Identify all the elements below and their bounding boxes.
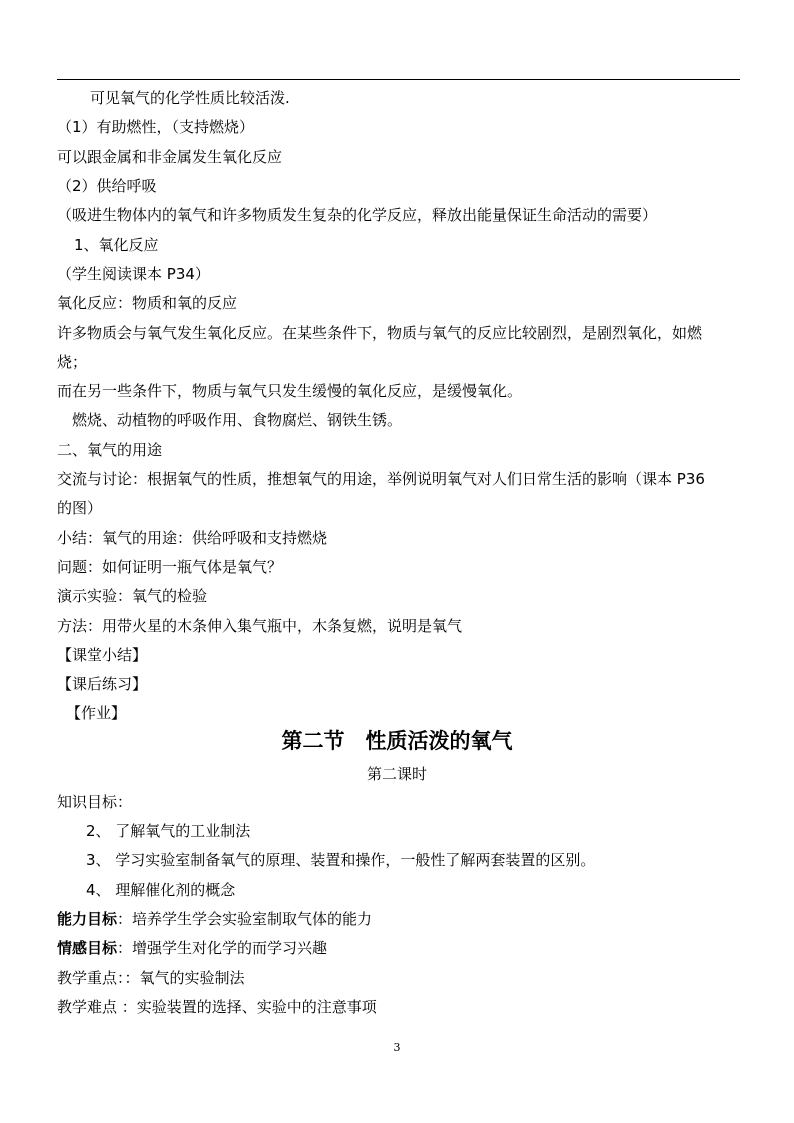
- emotion-objective: [57, 938, 327, 958]
- body-line-20: 【作业】: [66, 704, 127, 722]
- body-line-11: 燃烧、动植物的呼吸作用、食物腐烂、钢铁生锈。: [72, 411, 403, 429]
- page-number: 3: [393, 1041, 401, 1054]
- body-line-7: （学生阅读课本 P34）: [57, 265, 210, 283]
- body-line-10: 而在另一些条件下，物质与氧气只发生缓慢的氧化反应，是缓慢氧化。: [57, 382, 523, 400]
- body-line-12: 二、氧气的用途: [57, 441, 163, 459]
- body-line-19: 【课后练习】: [57, 675, 148, 693]
- header-rule: [57, 79, 740, 80]
- body-line-13a: 交流与讨论：根据氧气的性质，推想氧气的用途，举例说明氧气对人们日常生活的影响（课本 P36: [57, 470, 705, 488]
- objective-item-1: 2、 了解氧气的工业制法: [86, 822, 251, 840]
- body-line-16: 演示实验：氧气的检验: [57, 587, 208, 605]
- knowledge-label: 知识目标：: [57, 793, 133, 811]
- body-line-5: （吸进生物体内的氧气和许多物质发生复杂的化学反应，释放出能量保证生命活动的需要）: [57, 206, 658, 224]
- body-line-14: 小结：氧气的用途：供给呼吸和支持燃烧: [57, 529, 328, 547]
- body-line-6: 1、氧化反应: [74, 236, 159, 254]
- emotion-label: 情感目标: [57, 939, 118, 957]
- objective-item-2: 3、 学习实验室制备氧气的原理、装置和操作，一般性了解两套装置的区别。: [86, 851, 596, 869]
- teaching-difficulty: 教学难点 ：实验装置的选择、实验中的注意事项: [57, 998, 377, 1016]
- ability-label: 能力目标: [57, 910, 118, 928]
- ability-text: ：培养学生学会实验室制取气体的能力: [117, 910, 373, 928]
- section-title: 第二节 性质活泼的氧气: [281, 729, 513, 753]
- body-line-13b: 的图）: [57, 499, 103, 517]
- ability-objective: [57, 909, 372, 929]
- body-line-3: 可以跟金属和非金属发生氧化反应: [57, 148, 283, 166]
- objective-item-3: 4、 理解催化剂的概念: [86, 881, 236, 899]
- section-subtitle: 第二课时: [366, 765, 427, 783]
- body-line-15: 问题：如何证明一瓶气体是氧气？: [57, 558, 283, 576]
- body-line-2: （1）有助燃性，（支持燃烧）: [57, 118, 255, 136]
- teaching-key-point: 教学重点：：氧气的实验制法: [57, 969, 245, 987]
- body-line-17: 方法：用带火星的木条伸入集气瓶中，木条复燃，说明是氧气: [57, 617, 463, 635]
- body-line-9a: 许多物质会与氧气发生氧化反应。在某些条件下，物质与氧气的反应比较剧烈，是剧烈氧化，如燃: [57, 324, 703, 342]
- body-line-9b: 烧；: [57, 353, 88, 371]
- body-line-18: 【课堂小结】: [57, 646, 148, 664]
- emotion-text: ：增强学生对化学的而学习兴趣: [117, 939, 328, 957]
- body-line-1: 可见氧气的化学性质比较活泼.: [90, 89, 290, 107]
- body-line-4: （2）供给呼吸: [57, 177, 157, 195]
- body-line-8: 氧化反应：物质和氧的反应: [57, 294, 238, 312]
